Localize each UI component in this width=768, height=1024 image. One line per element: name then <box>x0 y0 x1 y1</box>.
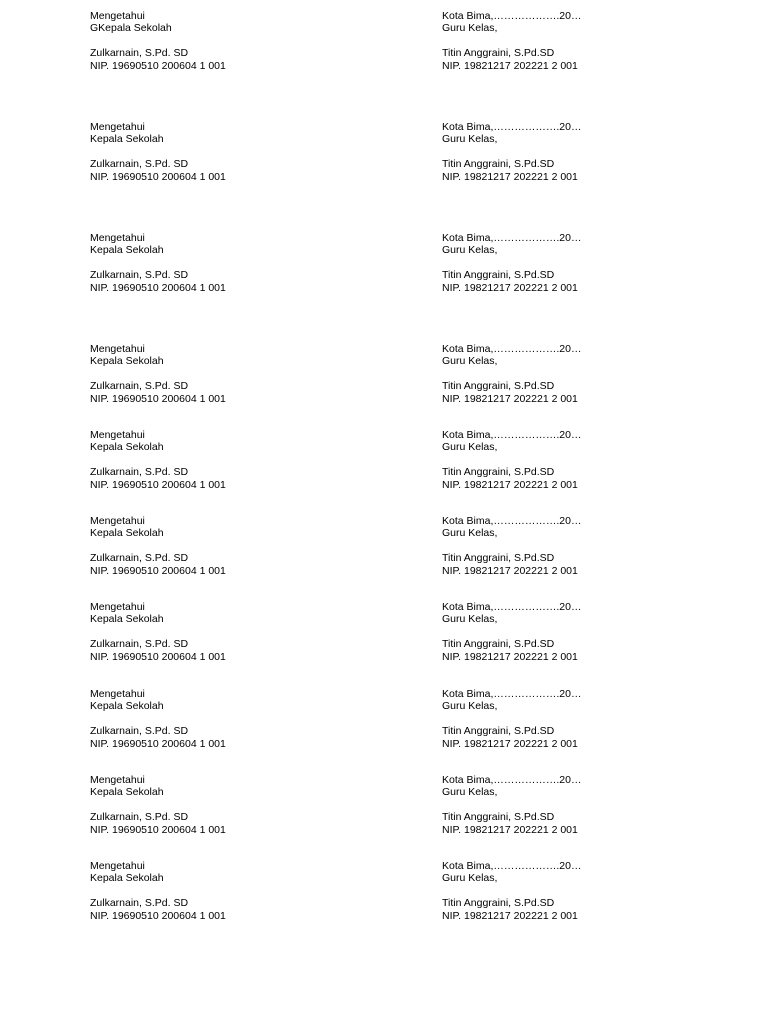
principal-name: Zulkarnain, S.Pd. SD <box>90 552 189 564</box>
teacher-title: Guru Kelas, <box>442 872 498 884</box>
principal-title: Kepala Sekolah <box>90 355 164 367</box>
teacher-nip: NIP. 19821217 202221 2 001 <box>442 565 578 577</box>
place-date-line: Kota Bima,……………….20… <box>442 121 582 133</box>
teacher-name: Titin Anggraini, S.Pd.SD <box>442 638 555 650</box>
teacher-nip: NIP. 19821217 202221 2 001 <box>442 393 578 405</box>
principal-nip: NIP. 19690510 200604 1 001 <box>90 910 226 922</box>
place-date-line: Kota Bima,……………….20… <box>442 429 582 441</box>
place-date-line: Kota Bima,……………….20… <box>442 860 582 872</box>
principal-title: Kepala Sekolah <box>90 527 164 539</box>
principal-nip: NIP. 19690510 200604 1 001 <box>90 60 226 72</box>
signature-block-7 <box>0 601 768 663</box>
teacher-name: Titin Anggraini, S.Pd.SD <box>442 158 555 170</box>
place-date-line: Kota Bima,……………….20… <box>442 343 582 355</box>
principal-title: Kepala Sekolah <box>90 133 164 145</box>
teacher-nip: NIP. 19821217 202221 2 001 <box>442 738 578 750</box>
acknowledgement-label: Mengetahui <box>90 232 145 244</box>
principal-title: Kepala Sekolah <box>90 700 164 712</box>
principal-title: GKepala Sekolah <box>90 22 172 34</box>
principal-name: Zulkarnain, S.Pd. SD <box>90 638 189 650</box>
acknowledgement-label: Mengetahui <box>90 343 145 355</box>
principal-title: Kepala Sekolah <box>90 613 164 625</box>
principal-nip: NIP. 19690510 200604 1 001 <box>90 824 226 836</box>
principal-nip: NIP. 19690510 200604 1 001 <box>90 565 226 577</box>
teacher-name: Titin Anggraini, S.Pd.SD <box>442 811 555 823</box>
principal-name: Zulkarnain, S.Pd. SD <box>90 725 189 737</box>
teacher-name: Titin Anggraini, S.Pd.SD <box>442 466 555 478</box>
acknowledgement-label: Mengetahui <box>90 515 145 527</box>
teacher-title: Guru Kelas, <box>442 786 498 798</box>
acknowledgement-label: Mengetahui <box>90 860 145 872</box>
principal-title: Kepala Sekolah <box>90 244 164 256</box>
teacher-nip: NIP. 19821217 202221 2 001 <box>442 282 578 294</box>
place-date-line: Kota Bima,……………….20… <box>442 232 582 244</box>
signature-block-2 <box>0 121 768 183</box>
place-date-line: Kota Bima,……………….20… <box>442 601 582 613</box>
teacher-title: Guru Kelas, <box>442 22 498 34</box>
principal-nip: NIP. 19690510 200604 1 001 <box>90 282 226 294</box>
principal-title: Kepala Sekolah <box>90 786 164 798</box>
teacher-title: Guru Kelas, <box>442 244 498 256</box>
signature-block-4 <box>0 343 768 405</box>
principal-name: Zulkarnain, S.Pd. SD <box>90 158 189 170</box>
teacher-name: Titin Anggraini, S.Pd.SD <box>442 897 555 909</box>
teacher-nip: NIP. 19821217 202221 2 001 <box>442 824 578 836</box>
principal-name: Zulkarnain, S.Pd. SD <box>90 897 189 909</box>
acknowledgement-label: Mengetahui <box>90 601 145 613</box>
signature-block-8 <box>0 688 768 750</box>
principal-name: Zulkarnain, S.Pd. SD <box>90 269 189 281</box>
teacher-title: Guru Kelas, <box>442 700 498 712</box>
signature-block-1 <box>0 10 768 72</box>
teacher-title: Guru Kelas, <box>442 441 498 453</box>
acknowledgement-label: Mengetahui <box>90 121 145 133</box>
teacher-nip: NIP. 19821217 202221 2 001 <box>442 651 578 663</box>
place-date-line: Kota Bima,……………….20… <box>442 515 582 527</box>
place-date-line: Kota Bima,……………….20… <box>442 10 582 22</box>
signature-block-6 <box>0 515 768 577</box>
teacher-title: Guru Kelas, <box>442 133 498 145</box>
teacher-title: Guru Kelas, <box>442 527 498 539</box>
signature-block-5 <box>0 429 768 491</box>
principal-name: Zulkarnain, S.Pd. SD <box>90 466 189 478</box>
teacher-name: Titin Anggraini, S.Pd.SD <box>442 552 555 564</box>
place-date-line: Kota Bima,……………….20… <box>442 774 582 786</box>
teacher-name: Titin Anggraini, S.Pd.SD <box>442 725 555 737</box>
principal-title: Kepala Sekolah <box>90 441 164 453</box>
teacher-name: Titin Anggraini, S.Pd.SD <box>442 47 555 59</box>
principal-name: Zulkarnain, S.Pd. SD <box>90 47 189 59</box>
teacher-name: Titin Anggraini, S.Pd.SD <box>442 269 555 281</box>
signature-block-9 <box>0 774 768 836</box>
principal-nip: NIP. 19690510 200604 1 001 <box>90 393 226 405</box>
teacher-title: Guru Kelas, <box>442 613 498 625</box>
teacher-nip: NIP. 19821217 202221 2 001 <box>442 171 578 183</box>
principal-nip: NIP. 19690510 200604 1 001 <box>90 738 226 750</box>
teacher-title: Guru Kelas, <box>442 355 498 367</box>
principal-name: Zulkarnain, S.Pd. SD <box>90 380 189 392</box>
principal-nip: NIP. 19690510 200604 1 001 <box>90 171 226 183</box>
acknowledgement-label: Mengetahui <box>90 774 145 786</box>
teacher-nip: NIP. 19821217 202221 2 001 <box>442 60 578 72</box>
teacher-nip: NIP. 19821217 202221 2 001 <box>442 479 578 491</box>
signature-block-3 <box>0 232 768 294</box>
acknowledgement-label: Mengetahui <box>90 10 145 22</box>
teacher-name: Titin Anggraini, S.Pd.SD <box>442 380 555 392</box>
principal-title: Kepala Sekolah <box>90 872 164 884</box>
principal-name: Zulkarnain, S.Pd. SD <box>90 811 189 823</box>
acknowledgement-label: Mengetahui <box>90 429 145 441</box>
principal-nip: NIP. 19690510 200604 1 001 <box>90 479 226 491</box>
teacher-nip: NIP. 19821217 202221 2 001 <box>442 910 578 922</box>
signature-block-10 <box>0 860 768 922</box>
acknowledgement-label: Mengetahui <box>90 688 145 700</box>
principal-nip: NIP. 19690510 200604 1 001 <box>90 651 226 663</box>
place-date-line: Kota Bima,……………….20… <box>442 688 582 700</box>
